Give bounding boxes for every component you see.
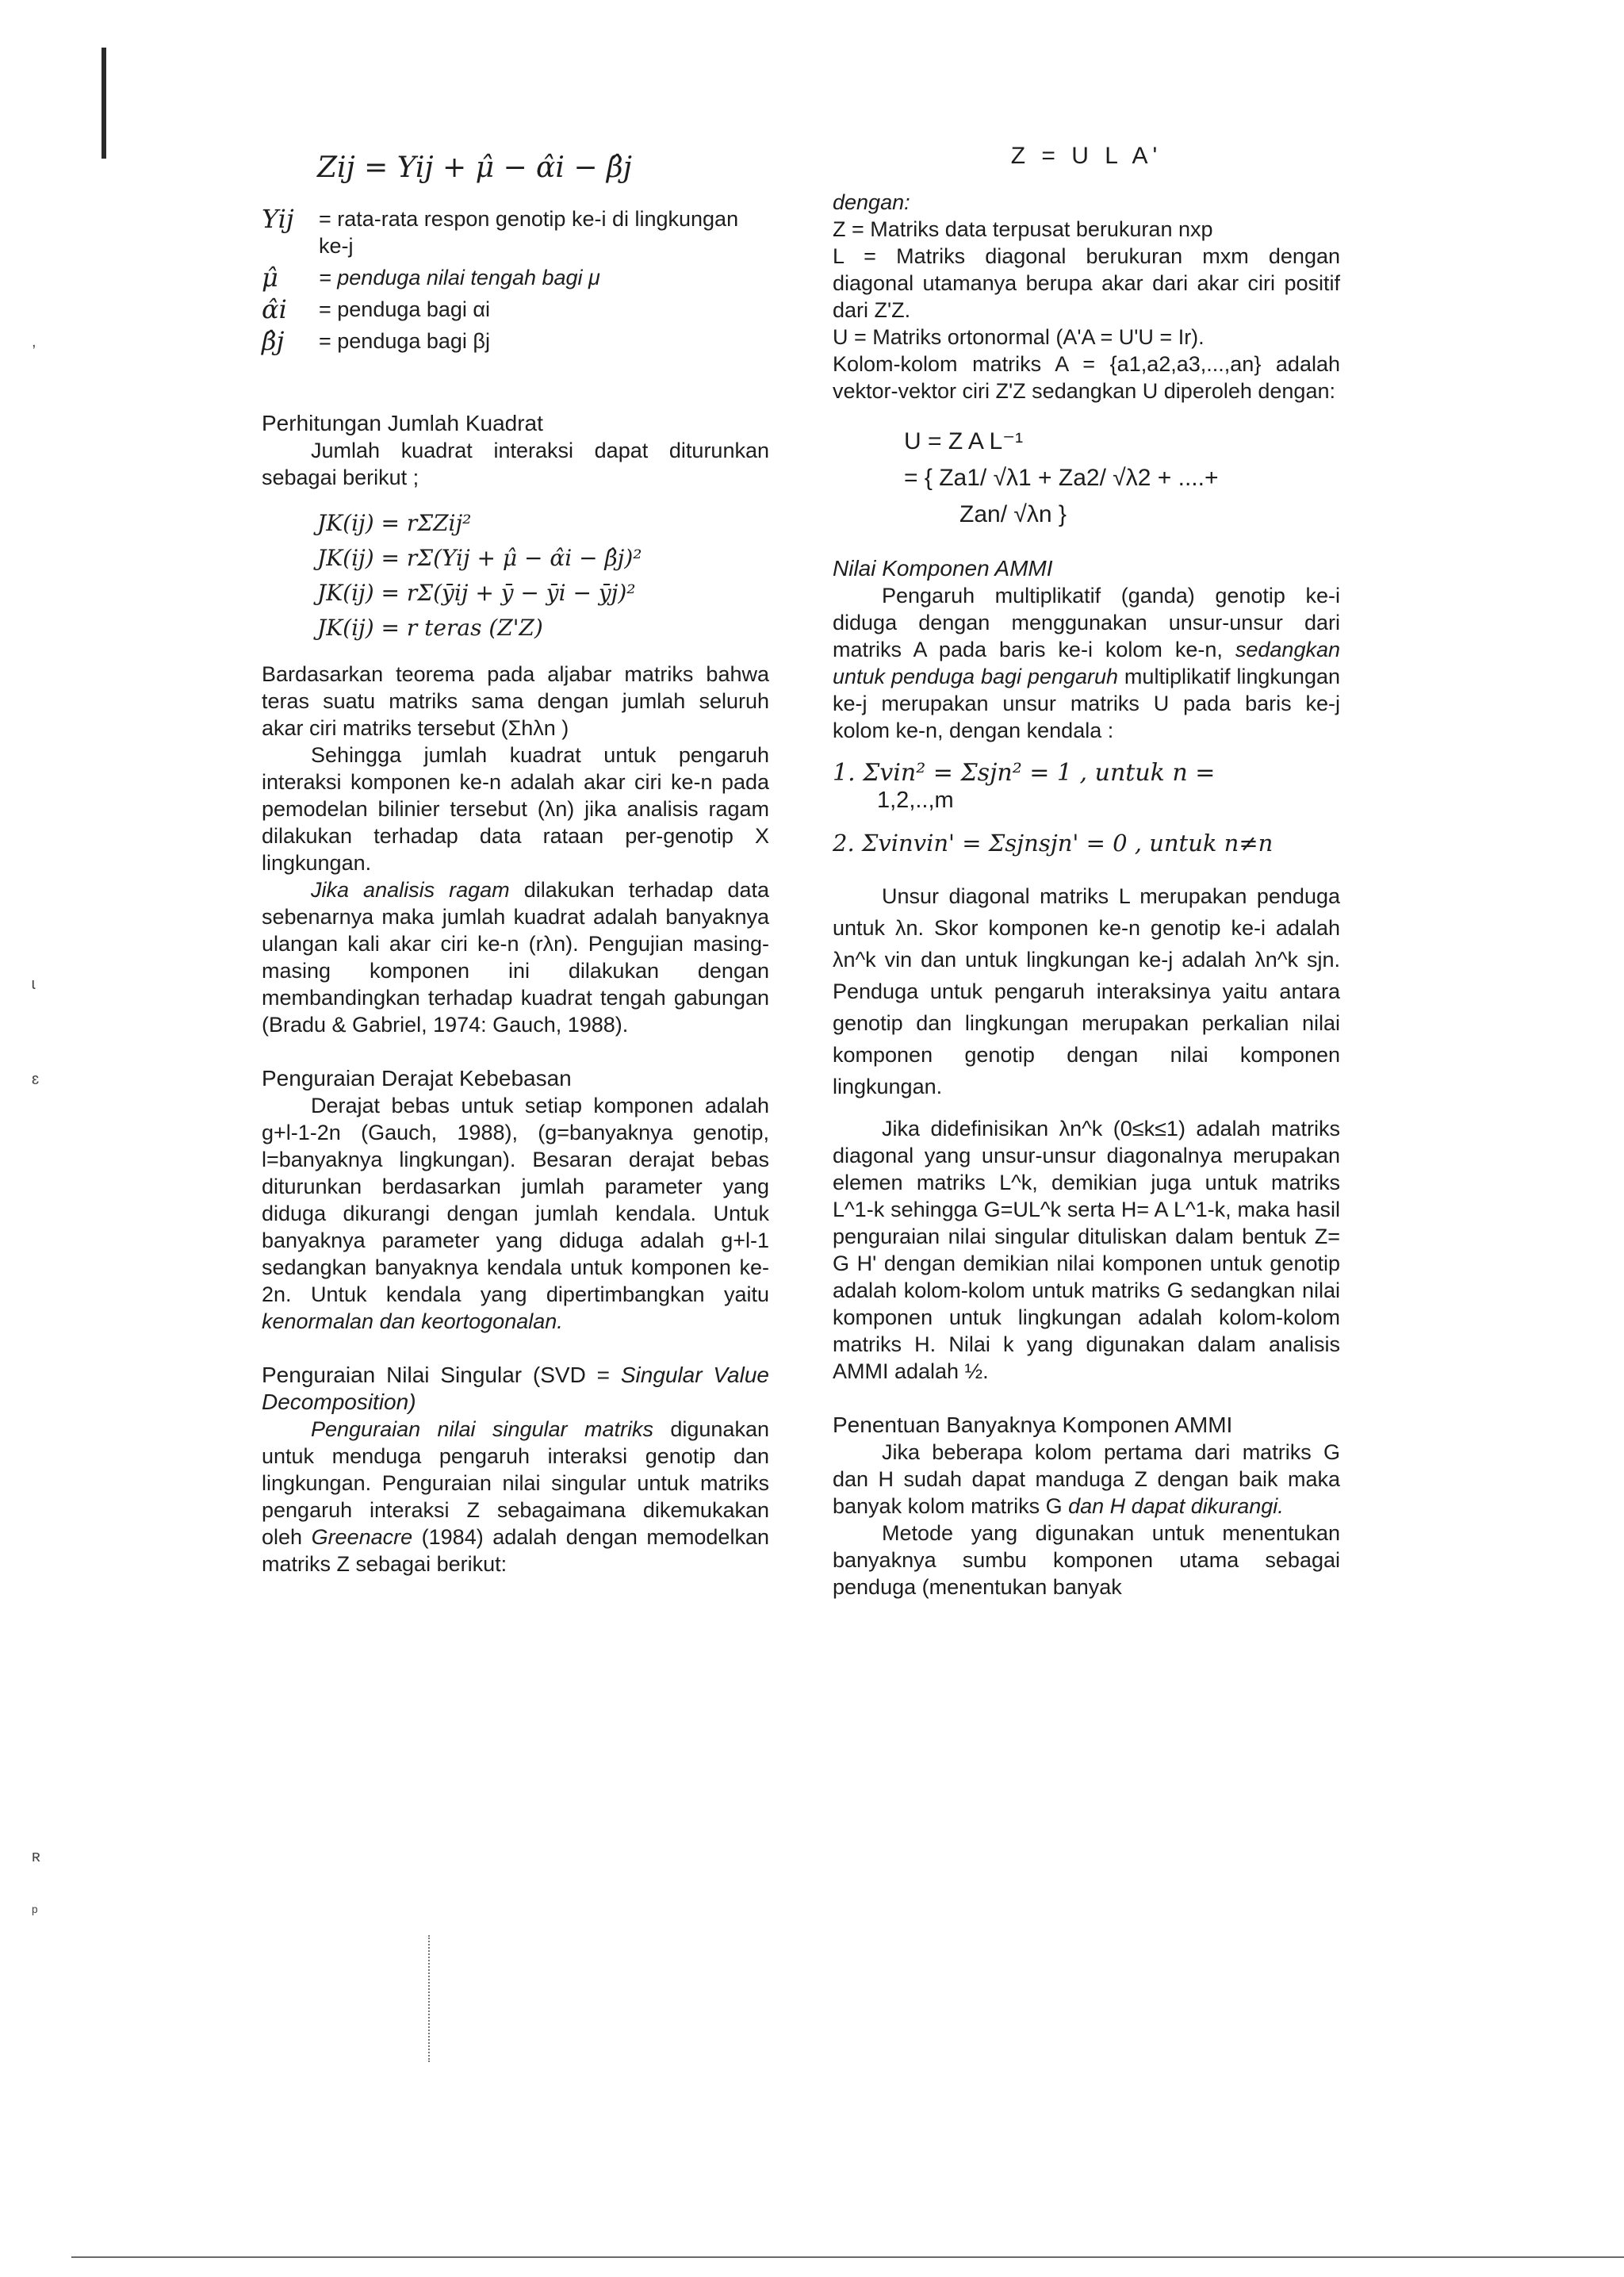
definition-z: Z = Matriks data terpusat berukuran nxp bbox=[833, 217, 1213, 241]
italic-text: Jika analisis ragam bbox=[311, 878, 510, 902]
definition-row bbox=[262, 328, 769, 355]
paragraph bbox=[833, 1439, 1340, 1520]
svd-equation: Z = U L A' bbox=[1010, 143, 1162, 169]
paragraph: Sehingga jumlah kuadrat untuk pengaruh interaksi komponen ke-n adalah akar ciri ke-n pada pemodelan bilinier tersebut (λn) jika analisis ragam dilakukan terhadap data rataan per-genotip X lingkungan. bbox=[262, 743, 769, 875]
heading-italic-text: Singular Value Decomposition) bbox=[262, 1363, 769, 1414]
definition-l: L = Matriks diagonal berukuran mxm dengan diagonal utamanya berupa akar dari akar ciri positif dari Z'Z. bbox=[833, 244, 1340, 322]
jk-equation: JK(ij) = r teras (Z'Z) bbox=[317, 615, 543, 641]
left-column bbox=[262, 151, 769, 1577]
definition-text: = penduga bagi βj bbox=[319, 329, 490, 353]
definition-symbol: μ̂ bbox=[262, 263, 278, 293]
definition-text: = rata-rata respon genotip ke-i di lingkungan ke-j bbox=[319, 207, 739, 258]
section-heading bbox=[262, 1362, 769, 1416]
paragraph: Kolom-kolom matriks A = {a1,a2,a3,...,an} adalah vektor-vektor ciri Z'Z sedangkan U diperoleh dengan: bbox=[833, 352, 1340, 403]
definition-row bbox=[262, 296, 769, 323]
paragraph bbox=[833, 582, 1340, 744]
margin-mark: ɩ bbox=[32, 976, 36, 993]
jk-equation: JK(ij) = rΣ(ȳij + ȳ − ȳi − ȳj)² bbox=[317, 580, 636, 606]
u-equations bbox=[904, 428, 1340, 528]
paragraph-text: dilakukan terhadap data sebenarnya maka jumlah kuadrat adalah banyaknya ulangan kali akar ciri ke-n (rλn). Pengujian masing-masing komponen ini dilakukan dengan membandingkan terhadap kuadrat tengah gabungan (Bradu & Gabriel, 1974: Gauch, 1988). bbox=[262, 878, 769, 1037]
jk-equations bbox=[317, 510, 769, 642]
paragraph bbox=[262, 1092, 769, 1335]
margin-mark: ᵖ bbox=[32, 1903, 38, 1921]
paragraph: Bardasarkan teorema pada aljabar matriks bahwa teras suatu matriks sama dengan jumlah seluruh akar ciri matriks tersebut (Σhλn ) bbox=[262, 662, 769, 740]
jk-equation: JK(ij) = rΣZij² bbox=[317, 510, 472, 536]
paragraph: dengan: bbox=[833, 190, 910, 214]
constraint-text: 1. Σvin² = Σsjn² = 1 , untuk n = bbox=[833, 759, 1216, 787]
definition-row bbox=[262, 205, 769, 259]
main-equation: Zij = Yij + μ̂ − α̂i − β̂j bbox=[317, 151, 632, 184]
section-heading: Perhitungan Jumlah Kuadrat bbox=[262, 411, 543, 435]
paragraph bbox=[262, 876, 769, 1038]
paragraph: Jika didefinisikan λn^k (0≤k≤1) adalah matriks diagonal yang unsur-unsur diagonalnya merupakan elemen matriks L^k, demikian juga untuk matriks L^1-k sehingga G=UL^k serta H= A L^1-k, maka hasil penguraian nilai singular dituliskan dalam bentuk Z= G H' dengan demikian nilai komponen untuk genotip adalah kolom-kolom untuk matriks G sedangkan nilai komponen untuk lingkungan adalah kolom-kolom matriks H. Nilai k yang digunakan dalam analisis AMMI adalah ½. bbox=[833, 1117, 1340, 1383]
definition-text: = penduga bagi αi bbox=[319, 297, 491, 321]
definition-symbol: β̂j bbox=[262, 326, 285, 356]
paragraph-text: Pengaruh multiplikatif (ganda) genotip ke-i diduga dengan menggunakan unsur-unsur dari matriks A pada baris ke-i kolom ke-n, bbox=[833, 584, 1340, 661]
bottom-rule bbox=[71, 2256, 1624, 2258]
definition-list bbox=[262, 205, 769, 355]
constraint-2: 2. Σvinvin' = Σsjnsjn' = 0 , untuk n≠n bbox=[833, 830, 1274, 857]
paragraph-text: Jika beberapa kolom pertama dari matriks G dan H sudah dapat manduga Z dengan baik maka banyak kolom matriks G bbox=[833, 1440, 1340, 1518]
definition-row bbox=[262, 264, 769, 291]
definition-symbol: α̂i bbox=[262, 294, 287, 324]
paragraph-text: Derajat bebas untuk setiap komponen adalah g+l-1-2n (Gauch, 1988), (g=banyaknya genotip, l=banyaknya lingkungan). Besaran derajat bebas diturunkan berdasarkan jumlah parameter yang diduga dikurangi dengan jumlah kendala. Untuk banyaknya parameter yang diduga adalah g+l-1 sedangkan banyaknya kendala untuk komponen ke-2n. Untuk kendala yang dipertimbangkan yaitu bbox=[262, 1094, 769, 1306]
citation-text: Greenacre bbox=[311, 1525, 413, 1549]
scan-artifact bbox=[102, 48, 106, 159]
paragraph: Unsur diagonal matriks L merupakan penduga untuk λn. Skor komponen ke-n genotip ke-i adalah λn^k vin dan untuk lingkungan ke-j adalah λn^k sjn. Penduga untuk pengaruh interaksinya yaitu antara genotip dan lingkungan merupakan perkalian nilai komponen genotip dengan nilai komponen lingkungan. bbox=[833, 884, 1340, 1098]
definition-u: U = Matriks ortonormal (A'A = U'U = Ir). bbox=[833, 325, 1205, 349]
u-equation: U = Z A L⁻¹ bbox=[904, 428, 1024, 454]
constraint-text: 1,2,..,m bbox=[877, 788, 954, 813]
section-heading: Nilai Komponen AMMI bbox=[833, 556, 1053, 581]
paragraph-text: (1984) adalah dengan memodelkan matriks Z sebagai berikut: bbox=[262, 1525, 769, 1576]
section-heading: Penguraian Derajat Kebebasan bbox=[262, 1066, 572, 1091]
constraint-1 bbox=[833, 760, 1340, 814]
definition-text: = penduga nilai tengah bagi μ bbox=[319, 266, 600, 289]
heading-text: Penguraian Nilai Singular (SVD = bbox=[262, 1363, 621, 1387]
section-heading: Penentuan Banyaknya Komponen AMMI bbox=[833, 1413, 1233, 1437]
italic-text: sedangkan untuk penduga bagi pengaruh bbox=[833, 638, 1340, 688]
margin-mark: , bbox=[32, 333, 36, 351]
italic-text: kenormalan dan keortogonalan. bbox=[262, 1309, 563, 1333]
paragraph-text: multiplikatif lingkungan ke-j merupakan unsur matriks U pada baris ke-j kolom ke-n, dengan kendala : bbox=[833, 665, 1340, 742]
definition-symbol: Yij bbox=[262, 204, 294, 234]
italic-text: Penguraian nilai singular matriks bbox=[311, 1417, 653, 1441]
scan-dotted-line bbox=[428, 1935, 431, 2062]
italic-text: dan H dapat dikurangi. bbox=[1068, 1494, 1284, 1518]
paragraph bbox=[262, 1416, 769, 1577]
paragraph: Metode yang digunakan untuk menentukan banyaknya sumbu komponen utama sebagai penduga (menentukan banyak bbox=[833, 1521, 1340, 1599]
u-equation: = { Za1/ √λ1 + Za2/ √λ2 + ....+ bbox=[904, 465, 1219, 491]
margin-mark: ɛ bbox=[32, 1071, 40, 1088]
paragraph: Jumlah kuadrat interaksi dapat diturunkan sebagai berikut ; bbox=[262, 439, 769, 489]
paragraph-text: digunakan untuk menduga pengaruh interaksi genotip dan lingkungan. Penguraian nilai singular untuk matriks pengaruh interaksi Z sebagaimana dikemukakan oleh bbox=[262, 1417, 769, 1549]
jk-equation: JK(ij) = rΣ(Yij + μ̂ − α̂i − β̂j)² bbox=[317, 545, 642, 571]
u-equation: Zan/ √λn } bbox=[959, 501, 1067, 527]
right-column bbox=[833, 143, 1340, 1600]
margin-mark: ʀ bbox=[32, 1848, 40, 1865]
